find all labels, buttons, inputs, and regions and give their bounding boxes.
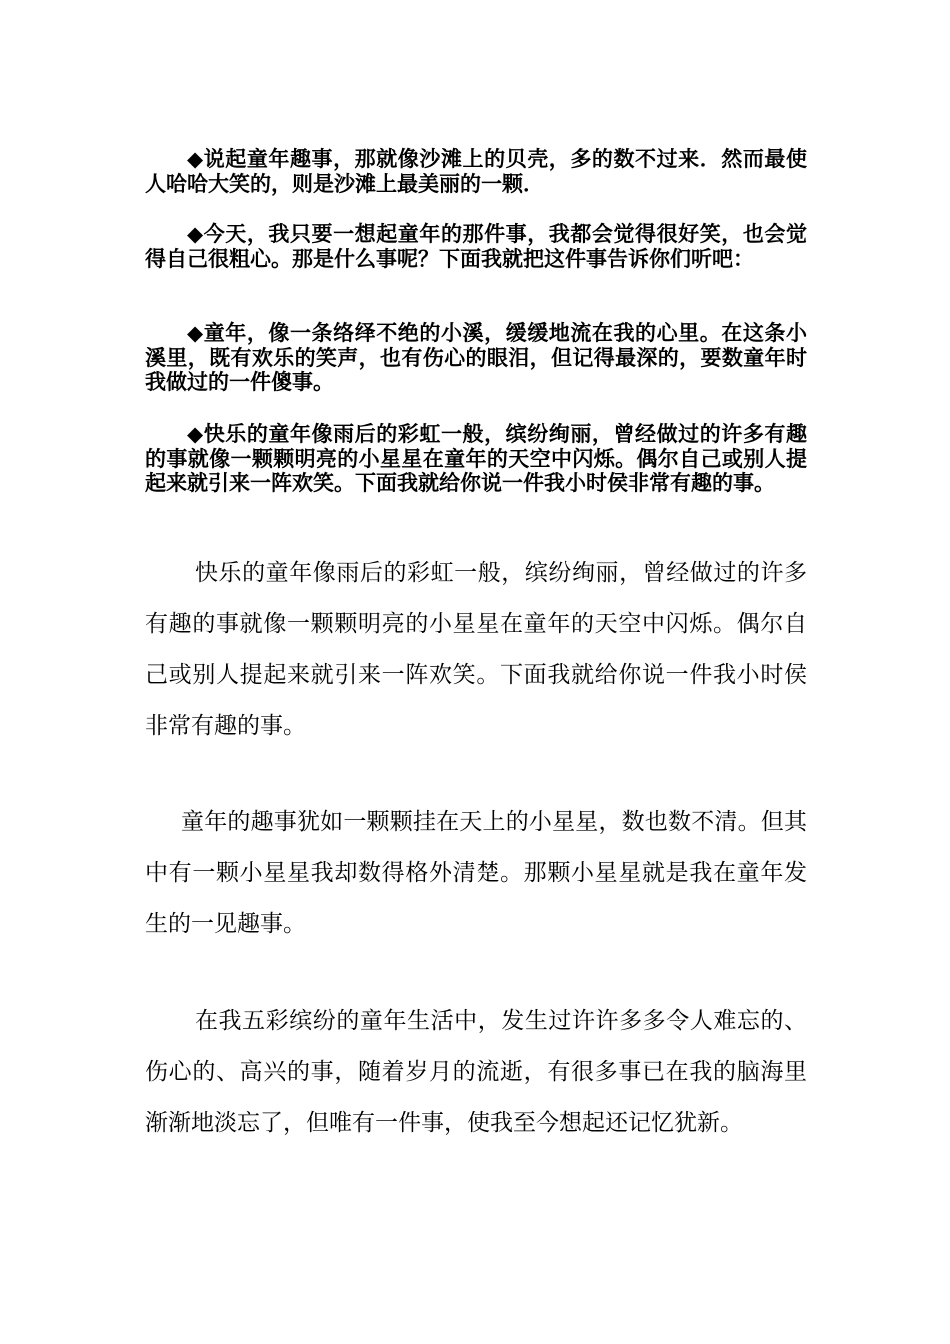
body-paragraph: 快乐的童年像雨后的彩虹一般，缤纷绚丽，曾经做过的许多有趣的事就像一颗颗明亮的小星星在童年的天空中闪烁。偶尔自己或别人提起来就引来一阵欢笑。下面我就给你说一件我小时侯非常有趣的事。	[145, 560, 807, 739]
bold-paragraph: ◆今天，我只要一想起童年的那件事，我都会觉得很好笑，也会觉得自己很粗心。那是什么事呢？下面我就把这件事告诉你们听吧：	[145, 221, 807, 271]
bold-paragraph: ◆童年，像一条络绎不绝的小溪，缓缓地流在我的心里。在这条小溪里，既有欢乐的笑声，也有伤心的眼泪，但记得最深的，要数童年时我做过的一件傻事。	[145, 320, 807, 394]
body-paragraph: 童年的趣事犹如一颗颗挂在天上的小星星，数也数不清。但其中有一颗小星星我却数得格外清楚。那颗小星星就是我在童年发生的一见趣事。	[145, 809, 807, 937]
body-paragraph: 在我五彩缤纷的童年生活中，发生过许许多多令人难忘的、伤心的、高兴的事，随着岁月的流逝，有很多事已在我的脑海里渐渐地淡忘了，但唯有一件事，使我至今想起还记忆犹新。	[145, 1008, 807, 1136]
bold-paragraph: ◆说起童年趣事，那就像沙滩上的贝壳，多的数不过来．然而最使人哈哈大笑的，则是沙滩上最美丽的一颗．	[145, 146, 807, 196]
bold-paragraph: ◆快乐的童年像雨后的彩虹一般，缤纷绚丽，曾经做过的许多有趣的事就像一颗颗明亮的小星星在童年的天空中闪烁。偶尔自己或别人提起来就引来一阵欢笑。下面我就给你说一件我小时侯非常有趣的事。	[145, 421, 807, 495]
